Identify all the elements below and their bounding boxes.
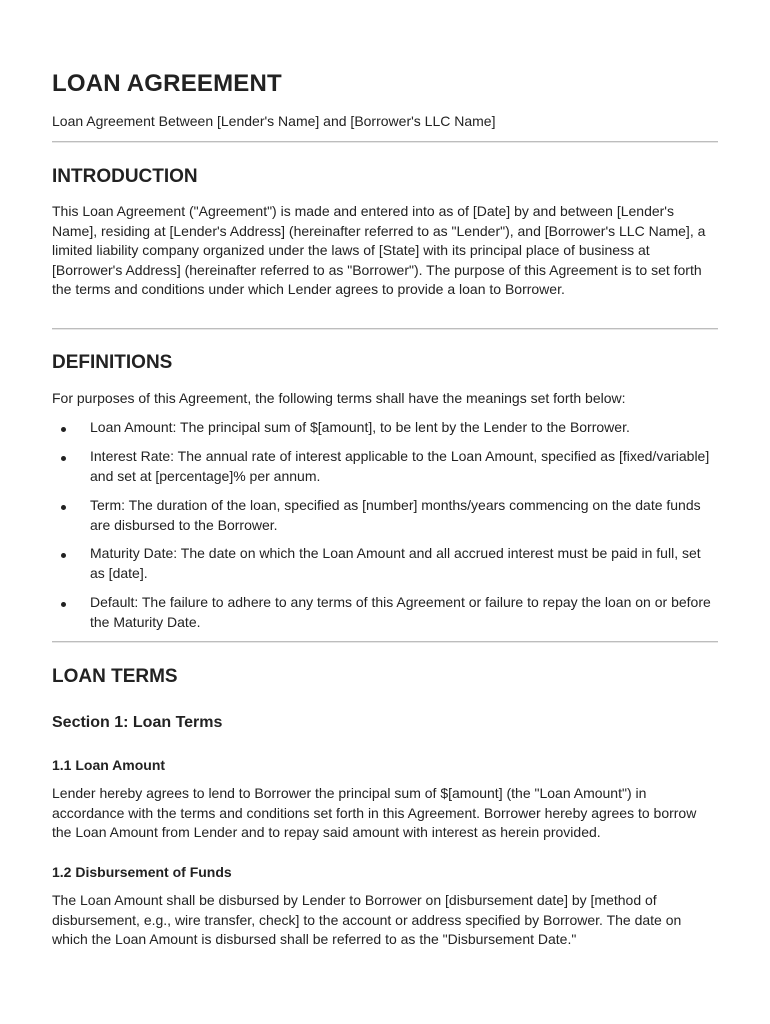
subsection-1-2-heading: 1.2 Disbursement of Funds <box>52 864 232 880</box>
list-item <box>52 447 718 486</box>
bullet-icon <box>61 505 66 510</box>
list-item-text: Loan Amount: The principal sum of $[amount], to be lent by the Lender to the Borrower. <box>90 419 630 435</box>
list-item-text: Maturity Date: The date on which the Loan Amount and all accrued interest must be paid in full, set as [date]. <box>90 545 701 581</box>
subsection-1-2-paragraph: The Loan Amount shall be disbursed by Lender to Borrower on [disbursement date] by [method of disbursement, e.g., wire transfer, check] to the account or address specified by Borrower. The date on which the Loan Amount is disbursed shall be referred to as the "Disbursement Date." <box>52 892 682 948</box>
definitions-intro: For purposes of this Agreement, the following terms shall have the meanings set forth below: <box>52 390 626 406</box>
bullet-icon <box>61 427 66 432</box>
bullet-icon <box>61 602 66 607</box>
list-item-text: Interest Rate: The annual rate of interest applicable to the Loan Amount, specified as [fixed/variable] and set at [percentage]% per annum. <box>90 448 710 484</box>
list-item <box>52 418 718 438</box>
subsection-1-1-paragraph: Lender hereby agrees to lend to Borrower the principal sum of $[amount] (the "Loan Amount") in accordance with the terms and conditions set forth in this Agreement. Borrower hereby agrees to borrow the Loan Amount from Lender and to repay said amount with interest as herein provided. <box>52 785 697 841</box>
section-divider <box>52 141 718 143</box>
bullet-icon <box>61 553 66 558</box>
list-item <box>52 496 718 535</box>
definitions-heading: DEFINITIONS <box>52 352 173 373</box>
document-title: LOAN AGREEMENT <box>52 70 282 97</box>
list-item <box>52 593 718 632</box>
document-subtitle: Loan Agreement Between [Lender's Name] and [Borrower's LLC Name] <box>52 113 496 129</box>
section-divider <box>52 328 718 330</box>
loan-terms-heading: LOAN TERMS <box>52 666 178 687</box>
subsection-1-1-heading: 1.1 Loan Amount <box>52 757 166 773</box>
introduction-heading: INTRODUCTION <box>52 166 198 187</box>
list-item-text: Term: The duration of the loan, specified as [number] months/years commencing on the date funds are disbursed to the Borrower. <box>90 497 701 533</box>
bullet-icon <box>61 456 66 461</box>
introduction-paragraph: This Loan Agreement ("Agreement") is made and entered into as of [Date] by and between [Lender's Name], residing at [Lender's Address] (hereinafter referred to as "Lender"), and [Borrower's LLC Name], a limited liability company organized under the laws of [State] with its principal place of business at [Borrower's Address] (hereinafter referred to as "Borrower"). The purpose of this Agreement is to set forth the terms and conditions under which Lender agrees to provide a loan to Borrower. <box>52 203 706 298</box>
section-1-heading: Section 1: Loan Terms <box>52 714 223 731</box>
list-item-text: Default: The failure to adhere to any terms of this Agreement or failure to repay the loan on or before the Maturity Date. <box>90 594 711 630</box>
section-divider <box>52 641 718 643</box>
list-item <box>52 544 718 583</box>
